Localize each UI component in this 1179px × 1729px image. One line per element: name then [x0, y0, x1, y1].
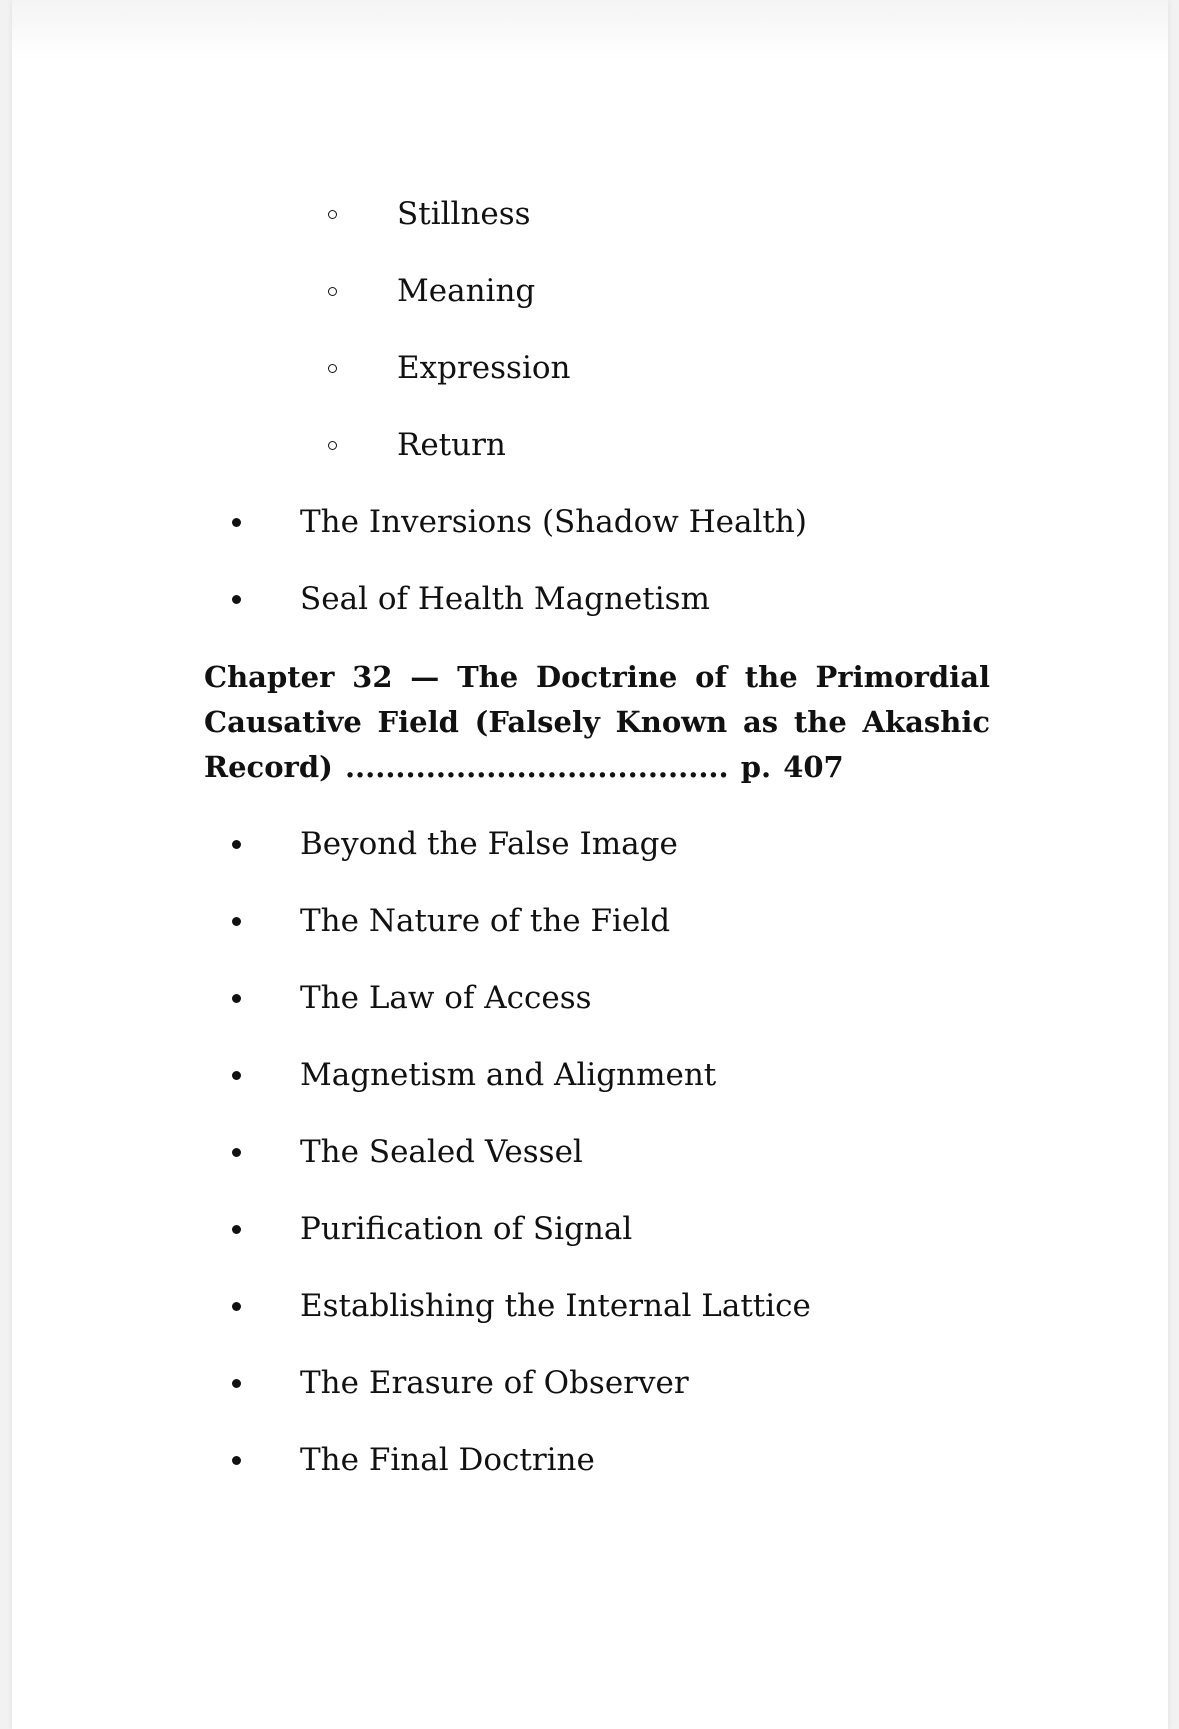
list-item-label: The Erasure of Observer [300, 1365, 689, 1401]
hollow-circle-bullet-icon [328, 441, 337, 450]
dot-leader: ...................................... [344, 750, 729, 784]
chapter-title: Chapter 32 — The Doctrine of the Primordial Causative Field (Falsely Known as the Akashic Record) [204, 660, 990, 784]
bullet-dot-icon [232, 840, 241, 849]
hollow-circle-bullet-icon [328, 364, 337, 373]
sub-list-item [12, 427, 1112, 463]
hollow-circle-bullet-icon [328, 287, 337, 296]
list-item-label: Establishing the Internal Lattice [300, 1288, 811, 1324]
bullet-dot-icon [232, 1148, 241, 1157]
list-item [12, 1442, 1112, 1478]
bullet-dot-icon [232, 1302, 241, 1311]
list-item-label: Magnetism and Alignment [300, 1057, 717, 1093]
sub-list-item [12, 196, 1112, 232]
list-item [12, 1211, 1112, 1247]
list-item [12, 1057, 1112, 1093]
list-item-label: Seal of Health Magnetism [300, 581, 710, 617]
bullet-dot-icon [232, 1379, 241, 1388]
list-item [12, 1288, 1112, 1324]
list-item [12, 826, 1112, 862]
chapter-heading [204, 655, 990, 790]
list-item [12, 1134, 1112, 1170]
bullet-dot-icon [232, 595, 241, 604]
list-item-label: The Law of Access [300, 980, 592, 1016]
bullet-dot-icon [232, 994, 241, 1003]
chapter-page-number: p. 407 [740, 750, 844, 784]
list-item [12, 903, 1112, 939]
list-item [12, 1365, 1112, 1401]
sub-list-item-label: Expression [397, 350, 571, 386]
page-top-shade [12, 0, 1168, 60]
sub-list-item-label: Stillness [397, 196, 531, 232]
document-page [12, 0, 1168, 1729]
bullet-dot-icon [232, 1071, 241, 1080]
sub-list-item [12, 273, 1112, 309]
bullet-dot-icon [232, 1456, 241, 1465]
list-item-label: The Sealed Vessel [300, 1134, 583, 1170]
list-item [12, 581, 1112, 617]
list-item-label: Purification of Signal [300, 1211, 633, 1247]
bullet-dot-icon [232, 917, 241, 926]
list-item-label: The Inversions (Shadow Health) [300, 504, 807, 540]
sub-list-item-label: Return [397, 427, 506, 463]
list-item-label: The Final Doctrine [300, 1442, 595, 1478]
list-item-label: Beyond the False Image [300, 826, 678, 862]
sub-list-item-label: Meaning [397, 273, 536, 309]
list-item [12, 504, 1112, 540]
list-item-label: The Nature of the Field [300, 903, 671, 939]
hollow-circle-bullet-icon [328, 210, 337, 219]
sub-list-item [12, 350, 1112, 386]
bullet-dot-icon [232, 1225, 241, 1234]
list-item [12, 980, 1112, 1016]
bullet-dot-icon [232, 518, 241, 527]
